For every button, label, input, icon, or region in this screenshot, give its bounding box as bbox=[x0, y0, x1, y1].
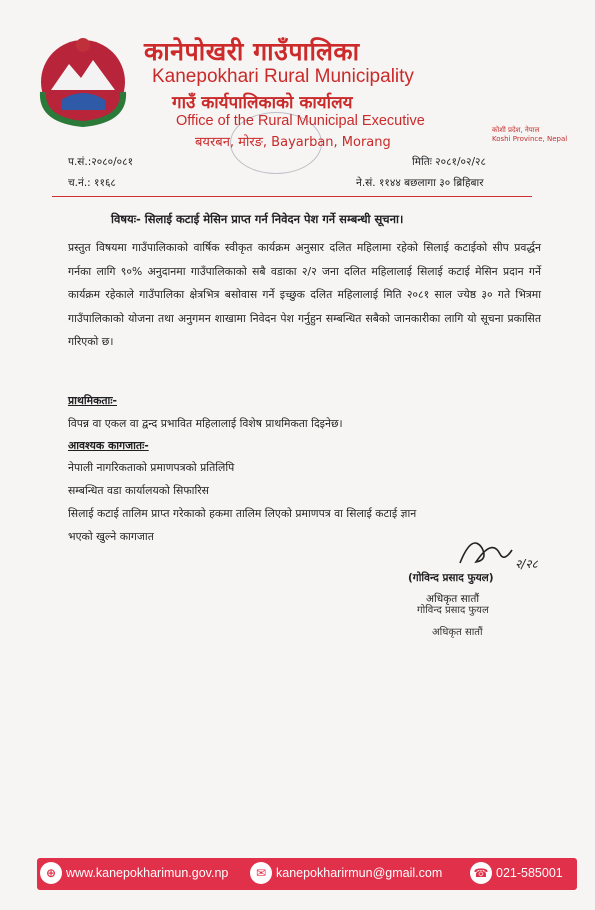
footer-phone: 021-585001 bbox=[496, 866, 563, 880]
signatory-name: (गोविन्द प्रसाद फुयल) bbox=[408, 572, 494, 584]
municipality-name-nepali: कानेपोखरी गाउँपालिका bbox=[144, 37, 360, 66]
stamp-signatory-title: अधिकृत सातौं bbox=[432, 627, 483, 638]
office-name-english: Office of the Rural Municipal Executive bbox=[176, 113, 425, 129]
stamp-signatory-name: गोविन्द प्रसाद फुयल bbox=[417, 605, 489, 616]
email-icon: ✉ bbox=[250, 862, 272, 884]
province-english: Koshi Province, Nepal bbox=[492, 135, 568, 143]
dispatch-number: च.नं.: ११६८ bbox=[68, 177, 116, 189]
office-stamp bbox=[230, 112, 322, 174]
nepal-sambat-date: ने.सं. ११४४ बछलागा ३० ब्रिहिबार bbox=[356, 177, 484, 189]
signatory-title: अधिकृत सातौं bbox=[426, 593, 480, 605]
office-address: बयरबन, मोरङ, Bayarban, Morang bbox=[195, 135, 391, 150]
globe-icon: ⊕ bbox=[40, 862, 62, 884]
header-divider bbox=[52, 196, 532, 197]
document-item: सिलाई कटाई तालिम प्राप्त गरेकाको हकमा तालिम लिएको प्रमाणपत्र वा सिलाई कटाई ज्ञान bbox=[68, 507, 417, 520]
signature-date-mark: २/२८ bbox=[515, 557, 538, 571]
province-nepali: कोशी प्रदेश, नेपाल bbox=[492, 126, 540, 134]
footer-email: kanepokharirmun@gmail.com bbox=[276, 866, 443, 880]
priority-heading: प्राथमिकताः- bbox=[68, 394, 117, 407]
document-item: सम्बन्धित वडा कार्यालयको सिफारिस bbox=[68, 484, 209, 497]
letter-reference-number: प.सं.:२०८०/०८१ bbox=[68, 156, 134, 168]
phone-icon: ☎ bbox=[470, 862, 492, 884]
letter-date: मितिः २०८१/०२/२८ bbox=[412, 156, 486, 168]
municipality-name-english: Kanepokhari Rural Municipality bbox=[152, 66, 414, 87]
nepal-emblem-icon bbox=[33, 30, 133, 130]
letter-subject: विषयः- सिलाई कटाई मेसिन प्राप्त गर्न निवेदन पेश गर्ने सम्बन्धी सूचना। bbox=[111, 212, 404, 226]
province-label bbox=[492, 126, 567, 144]
letter-body: प्रस्तुत विषयमा गाउँपालिकाको वार्षिक स्वीकृत कार्यक्रम अनुसार दलित महिलामा रहेको सिलाई कटाईको सीप प्रवर्द्धन गर्नका लागि ९०% अनुदानमा गाउँपालिकाको सबै वडाका २/२ जना दलित महिलालाई सिलाई कटाई मेसिन प्रदान गर्ने कार्यक्रम रहेकाले गाउँपालिका क्षेत्रभित्र बसोवास गर्ने इच्छुक दलित महिलालाई मिति २०८१ साल ज्येष्ठ ३० गते भित्रमा गाउँपालिकाको योजना तथा अनुगमन शाखामा निवेदन पेश गर्नुहुन सम्बन्धित सबैको जानकारीका लागि यो सूचना प्रकासित गरिएको छ। bbox=[68, 241, 541, 348]
document-item: भएको खुल्ने कागजात bbox=[68, 530, 154, 543]
office-name-nepali: गाउँ कार्यपालिकाको कार्यालय bbox=[172, 93, 353, 113]
document-item: नेपाली नागरिकताको प्रमाणपत्रको प्रतिलिपि bbox=[68, 461, 235, 474]
priority-text: विपन्न वा एकल वा द्वन्द प्रभावित महिलालाई विशेष प्राथमिकता दिइनेछ। bbox=[68, 417, 343, 430]
documents-heading: आवश्यक कागजातः- bbox=[68, 439, 149, 452]
footer-website: www.kanepokharimun.gov.np bbox=[66, 866, 229, 880]
